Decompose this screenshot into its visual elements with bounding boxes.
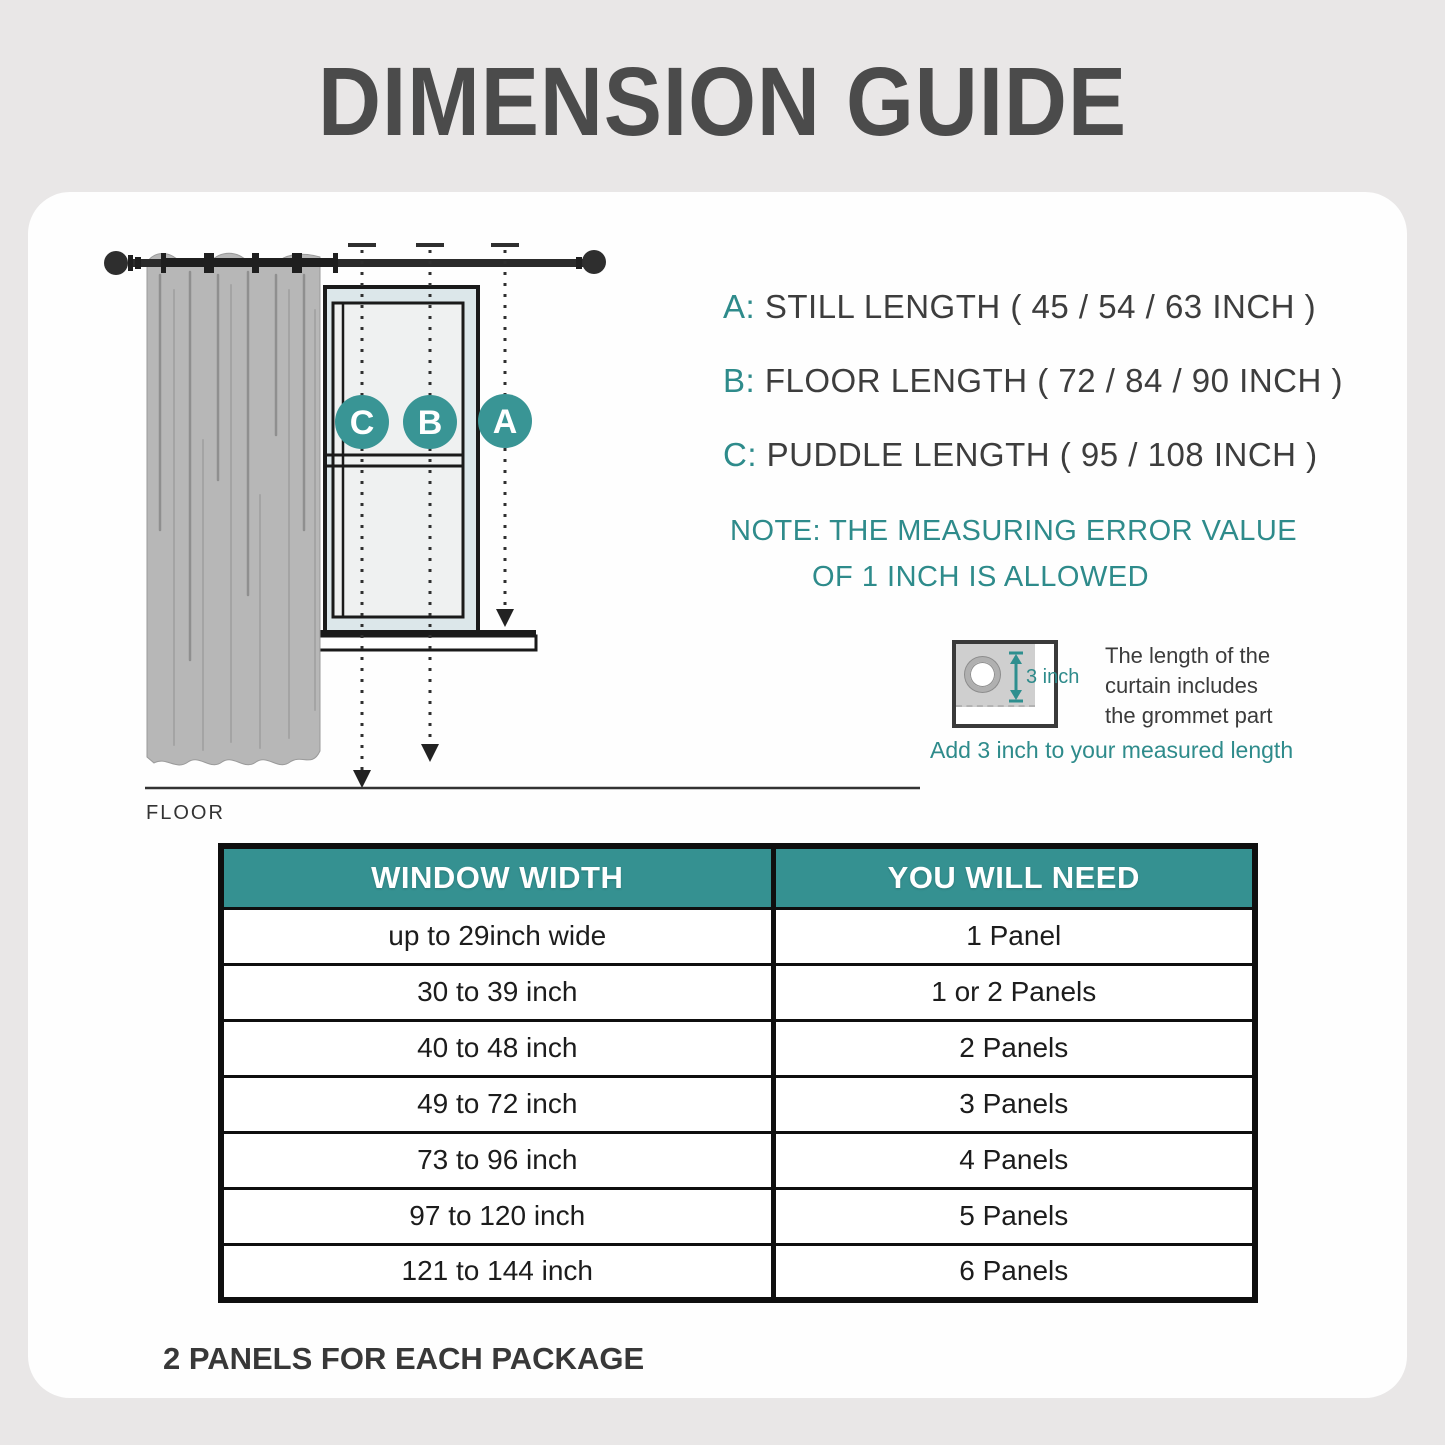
window-width-cell: 49 to 72 inch — [221, 1076, 773, 1132]
panels-needed-cell: 1 Panel — [773, 908, 1255, 964]
badge-c-label: C — [349, 404, 375, 442]
window-width-cell: 73 to 96 inch — [221, 1132, 773, 1188]
length-item-b — [723, 362, 1343, 400]
panels-needed-cell: 1 or 2 Panels — [773, 964, 1255, 1020]
window-width-cell: 121 to 144 inch — [221, 1244, 773, 1300]
table-header-you-will-need: YOU WILL NEED — [773, 846, 1255, 908]
panels-needed-cell: 2 Panels — [773, 1020, 1255, 1076]
badge-b-label: B — [417, 404, 443, 442]
length-item-c-key: C: — [723, 436, 757, 473]
panels-needed-cell: 4 Panels — [773, 1132, 1255, 1188]
panels-needed-cell: 5 Panels — [773, 1188, 1255, 1244]
table-row — [221, 964, 1255, 1020]
table-row — [221, 908, 1255, 964]
length-item-c-text: PUDDLE LENGTH ( 95 / 108 INCH ) — [766, 436, 1318, 473]
package-note: 2 PANELS FOR EACH PACKAGE — [163, 1341, 645, 1376]
grommet-description-line-3: the grommet part — [1105, 703, 1273, 728]
window-illustration — [325, 287, 478, 633]
length-item-a-text: STILL LENGTH ( 45 / 54 / 63 INCH ) — [764, 288, 1317, 325]
measure-badges — [335, 394, 532, 449]
table-row — [221, 1132, 1255, 1188]
table-row — [221, 1188, 1255, 1244]
length-item-a — [723, 288, 1316, 326]
note-line-2: OF 1 INCH IS ALLOWED — [812, 561, 1150, 593]
panels-table — [218, 843, 1258, 1303]
grommet-description — [1105, 641, 1273, 731]
window-width-cell: up to 29inch wide — [221, 908, 773, 964]
grommet-diagram — [952, 640, 1080, 728]
window-width-cell: 30 to 39 inch — [221, 964, 773, 1020]
grommet-description-line-2: curtain includes — [1105, 673, 1258, 698]
table-header-row — [221, 846, 1255, 908]
grommet-measure-label: 3 inch — [1026, 666, 1080, 688]
window-sill — [318, 630, 536, 650]
floor-label: FLOOR — [146, 802, 225, 824]
badge-a-label: A — [492, 403, 518, 441]
length-item-b-key: B: — [723, 362, 756, 399]
grommet-tip: Add 3 inch to your measured length — [930, 737, 1294, 763]
length-item-c — [723, 436, 1318, 474]
grommet-ring-icon — [965, 657, 1000, 692]
length-item-a-key: A: — [723, 288, 756, 325]
panels-needed-cell: 6 Panels — [773, 1244, 1255, 1300]
measure-arrow-icon — [1008, 650, 1024, 704]
note-line-1: NOTE: THE MEASURING ERROR VALUE — [730, 515, 1298, 547]
table-header-window-width: WINDOW WIDTH — [221, 846, 773, 908]
window-width-cell: 40 to 48 inch — [221, 1020, 773, 1076]
panels-needed-cell: 3 Panels — [773, 1076, 1255, 1132]
page-title: DIMENSION GUIDE — [318, 47, 1127, 156]
curtain — [147, 253, 320, 765]
length-item-b-text: FLOOR LENGTH ( 72 / 84 / 90 INCH ) — [764, 362, 1344, 399]
window-width-cell: 97 to 120 inch — [221, 1188, 773, 1244]
guide-panel — [28, 192, 1407, 1398]
table-row — [221, 1020, 1255, 1076]
table-row — [221, 1244, 1255, 1300]
table-row — [221, 1076, 1255, 1132]
grommet-description-line-1: The length of the — [1105, 643, 1271, 668]
